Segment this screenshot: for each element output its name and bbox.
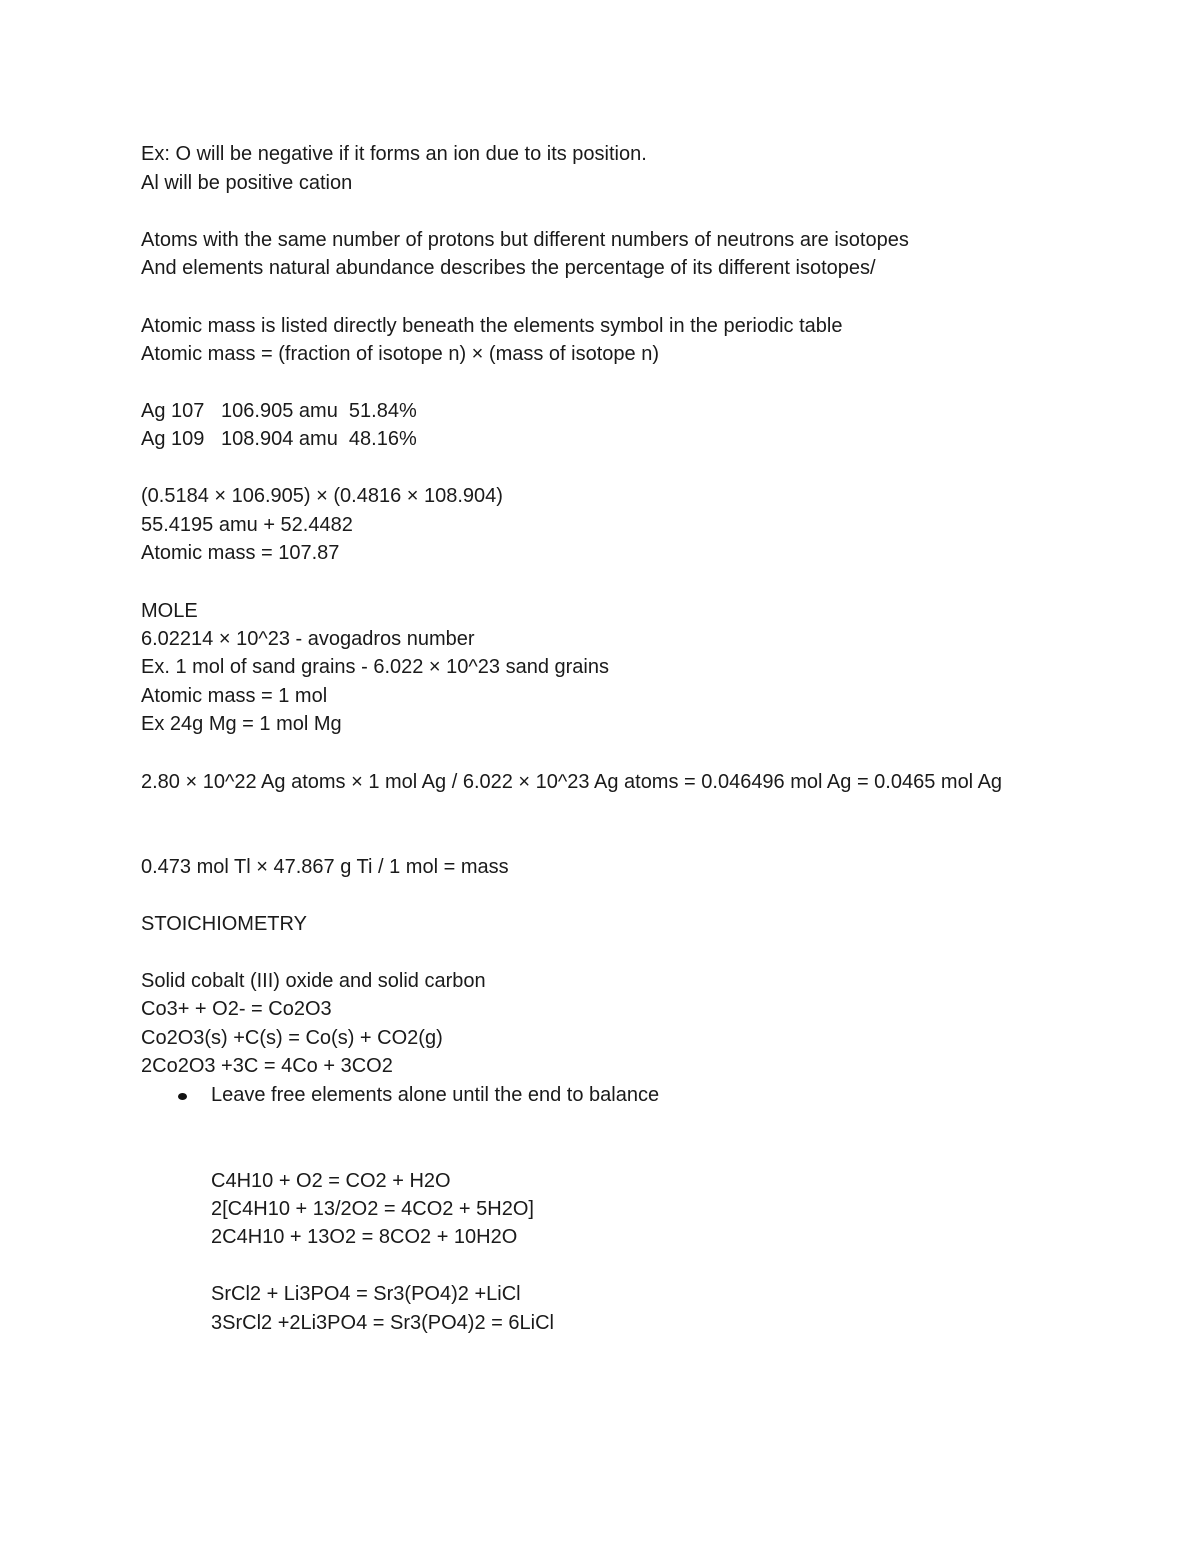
text-line-sand-example: Ex. 1 mol of sand grains - 6.022 × 10^23 sand grains — [141, 656, 609, 678]
text-line-calc-sum: 55.4195 amu + 52.4482 — [141, 514, 353, 536]
text-line-butane-frac: 2[C4H10 + 13/2O2 = 4CO2 + 5H2O] — [211, 1198, 534, 1220]
text-line-atomic-mass-formula: Atomic mass = (fraction of isotope n) × (mass of isotope n) — [141, 343, 659, 365]
text-line-ag109: Ag 109 108.904 amu 48.16% — [141, 428, 417, 450]
text-line-co-balanced: 2Co2O3 +3C = 4Co + 3CO2 — [141, 1055, 393, 1077]
text-line-abundance-def: And elements natural abundance describes the percentage of its different isotopes/ — [141, 257, 876, 279]
text-line-ex-o: Ex: O will be negative if it forms an ion due to its position. — [141, 143, 647, 165]
text-line-isotopes-def: Atoms with the same number of protons but different numbers of neutrons are isotopes — [141, 229, 909, 251]
text-line-calc-expression: (0.5184 × 106.905) × (0.4816 × 108.904) — [141, 485, 503, 507]
text-line-atomic-mass-listed: Atomic mass is listed directly beneath the elements symbol in the periodic table — [141, 315, 843, 337]
text-line-bullet-tip: Leave free elements alone until the end to balance — [211, 1084, 660, 1106]
text-line-cobalt-desc: Solid cobalt (III) oxide and solid carbon — [141, 970, 486, 992]
text-line-atomic-mass-mol: Atomic mass = 1 mol — [141, 685, 328, 707]
text-line-butane-balanced: 2C4H10 + 13O2 = 8CO2 + 10H2O — [211, 1226, 518, 1248]
text-line-ag-conversion: 2.80 × 10^22 Ag atoms × 1 mol Ag / 6.022 × 10^23 Ag atoms = 0.046496 mol Ag = 0.0465 mol Ag — [141, 771, 1003, 793]
text-line-ag107: Ag 107 106.905 amu 51.84% — [141, 400, 417, 422]
text-line-co-ion-eq: Co3+ + O2- = Co2O3 — [141, 998, 332, 1020]
text-line-stoich-heading: STOICHIOMETRY — [141, 913, 307, 935]
text-line-butane-eq: C4H10 + O2 = CO2 + H2O — [211, 1170, 451, 1192]
text-line-srcl-balanced: 3SrCl2 +2Li3PO4 = Sr3(PO4)2 = 6LiCl — [211, 1312, 554, 1334]
text-line-co-reaction: Co2O3(s) +C(s) = Co(s) + CO2(g) — [141, 1027, 443, 1049]
text-line-mg-example: Ex 24g Mg = 1 mol Mg — [141, 713, 342, 735]
text-line-avogadro: 6.02214 × 10^23 - avogadros number — [141, 628, 475, 650]
text-line-srcl-eq: SrCl2 + Li3PO4 = Sr3(PO4)2 +LiCl — [211, 1283, 521, 1305]
bullet-point — [178, 1093, 187, 1100]
text-line-al-cation: Al will be positive cation — [141, 172, 353, 194]
text-line-atomic-mass-result: Atomic mass = 107.87 — [141, 542, 340, 564]
text-line-ti-mass: 0.473 mol Tl × 47.867 g Ti / 1 mol = mass — [141, 856, 509, 878]
text-line-mole-heading: MOLE — [141, 600, 198, 622]
